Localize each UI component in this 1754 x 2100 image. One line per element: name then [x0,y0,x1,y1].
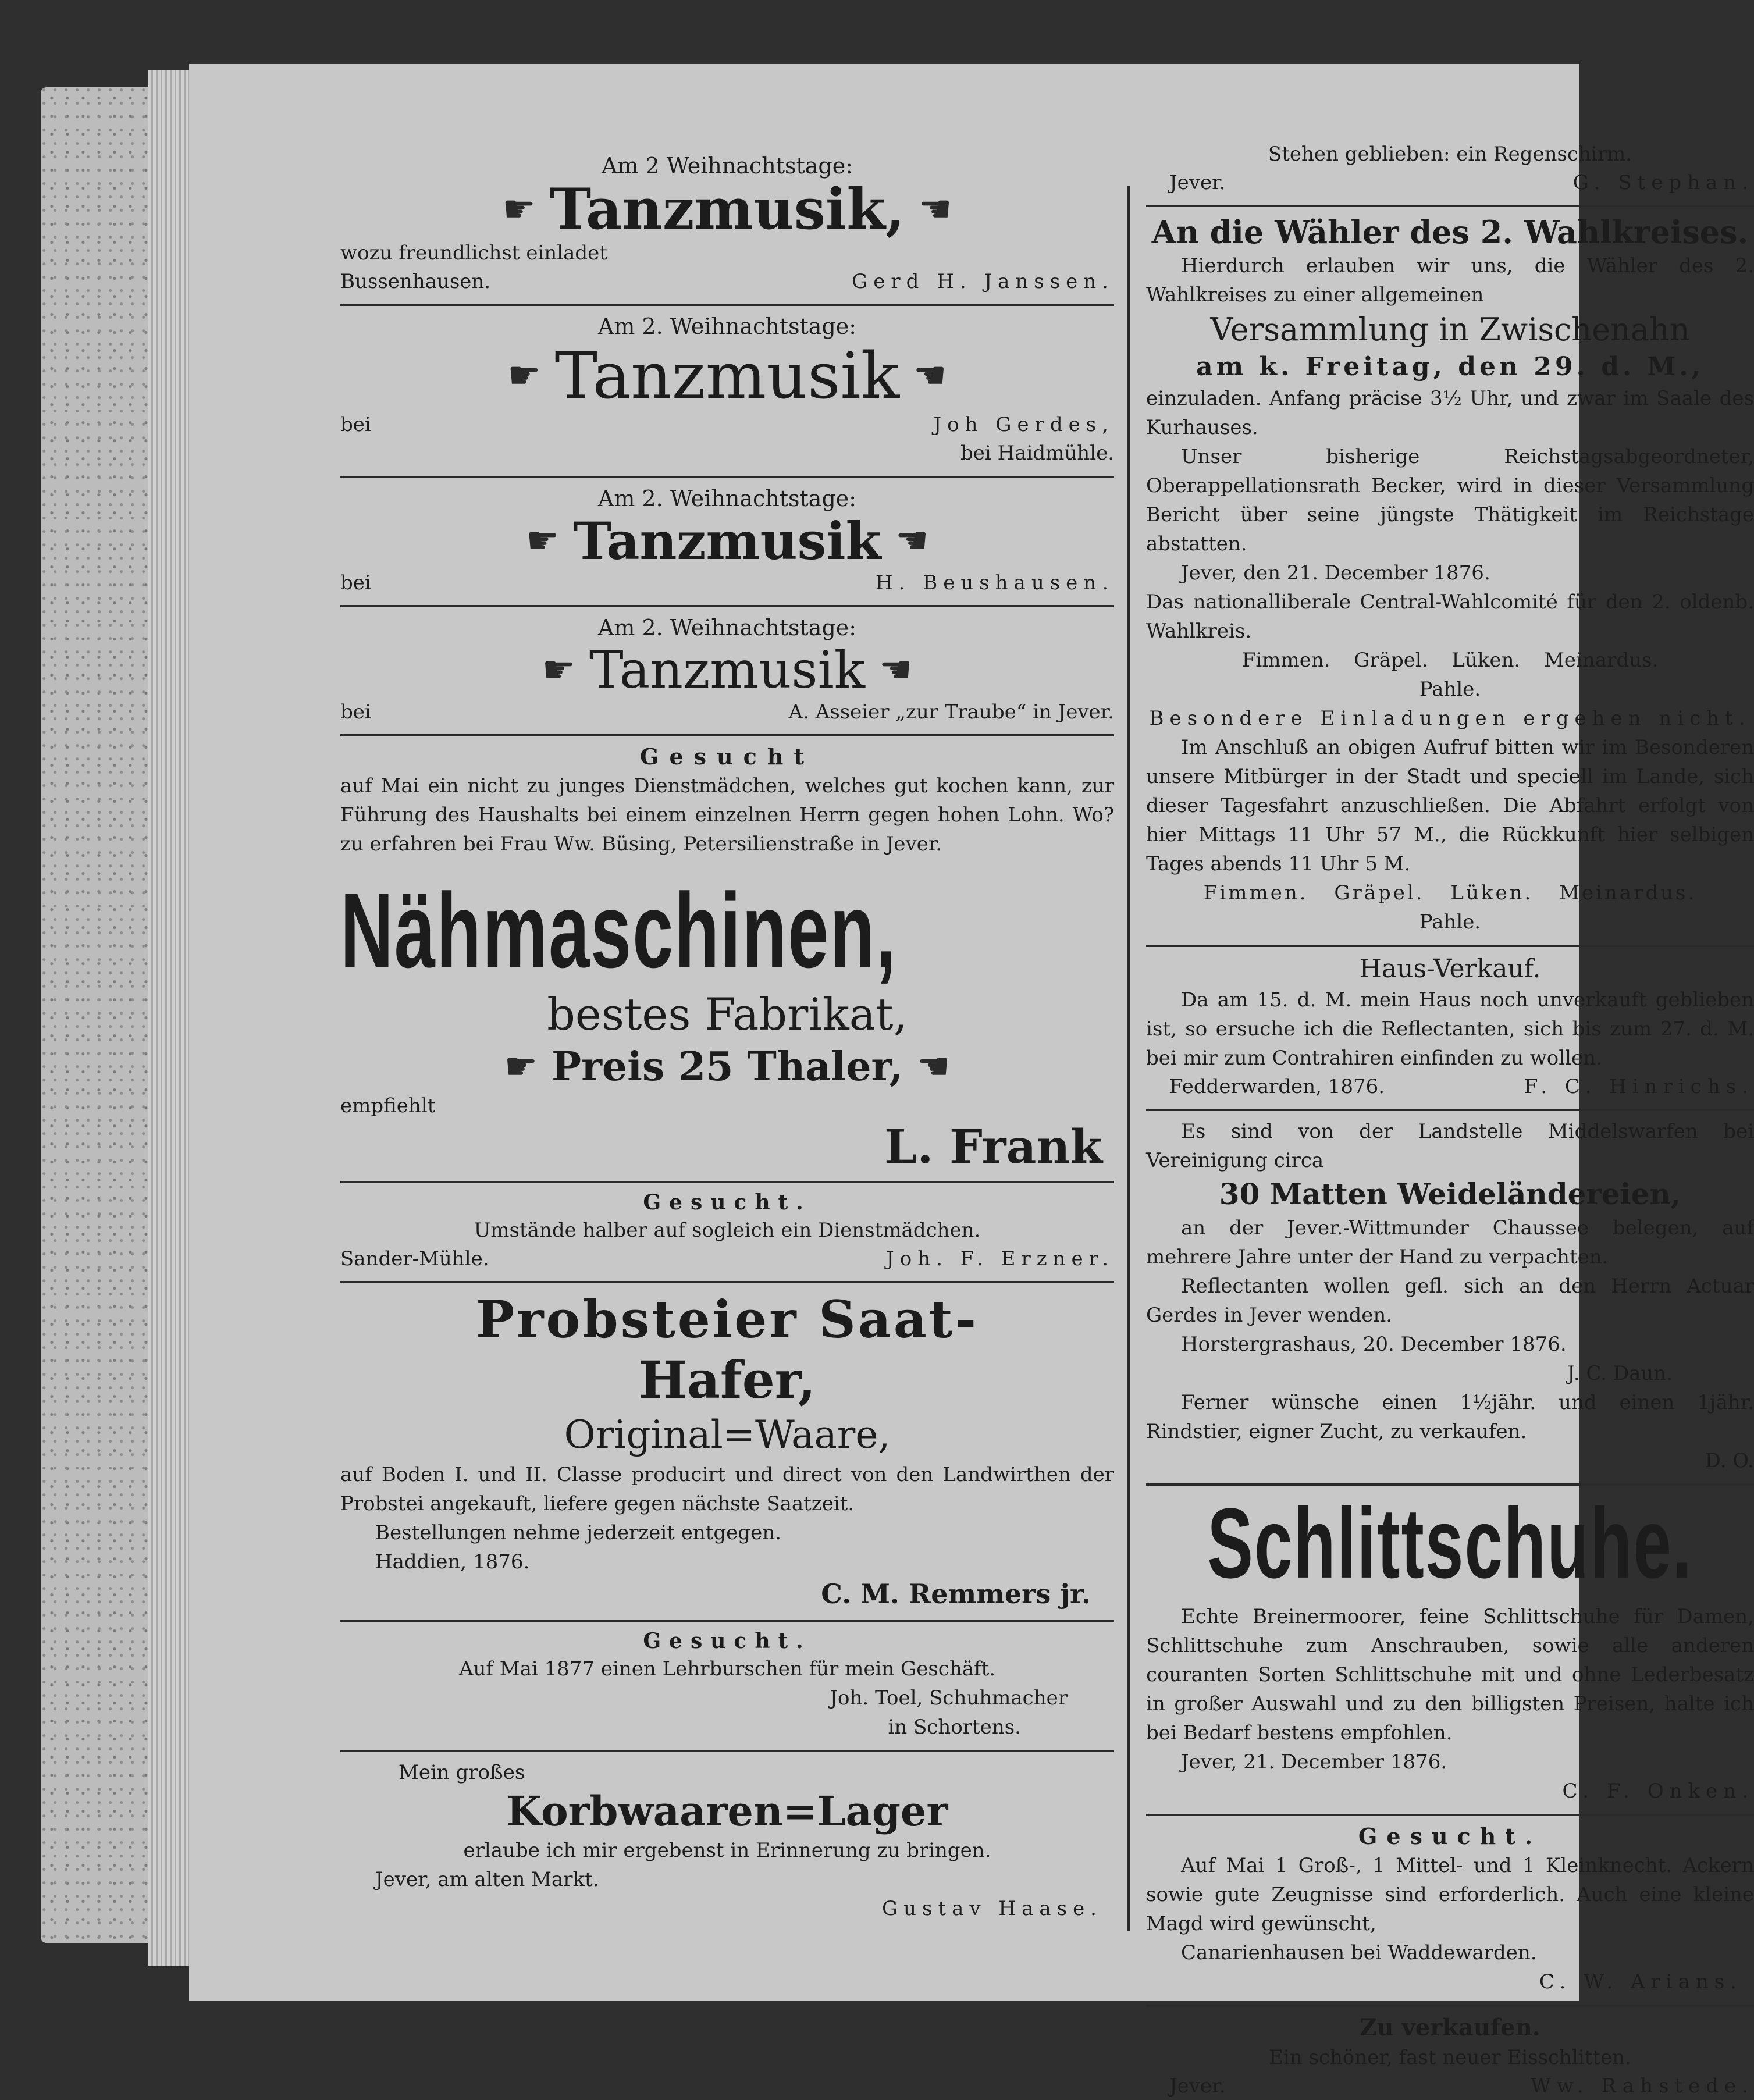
ad-text: auf Boden I. und II. Classe producirt und direct von den Landwirthen der Probstei angekauft, liefere gegen nächste Saatzeit. [340,1463,1114,1515]
ad-separator [1146,945,1754,947]
ad-sign: D. O. [1705,1449,1754,1472]
ad-signature: Joh. F. Erzner. [886,1247,1114,1270]
ad-heading: Versammlung in Zwischenahn [1210,311,1690,348]
ad-text: wozu freundlichst einladet [340,241,607,265]
ad-title: Nähmaschinen, [340,871,898,990]
ad-place: Jever. [1169,2074,1226,2098]
ad-tanzmusik-gerdes [340,312,1114,468]
pointing-hand-icon: ☛ [526,519,560,563]
ad-place: Bussenhausen. [340,270,491,293]
ad-title: Tanzmusik [573,511,881,571]
ad-title: Haus-Verkauf. [1359,954,1541,984]
ad-note: Besondere Einladungen ergehen nicht. [1149,707,1751,730]
ad-heading: Gesucht. [1358,1823,1542,1849]
ad-text-2: an der Jever.-Wittmunder Chaussee belegen, auf mehrere Jahre unter der Hand zu verpachten. [1146,1216,1754,1269]
ad-gesucht-knechte [1146,1822,1754,1996]
ad-text: erlaube ich mir ergebenst in Erinnerung zu bringen. [463,1839,991,1862]
ad-gesucht-sander-muehle [340,1189,1114,1273]
ad-signature: Joh. Toel, Schuhmacher [830,1686,1068,1710]
ad-signature: Gerd H. Janssen. [852,270,1114,293]
ad-tanzmusik-janssen [340,151,1114,296]
ad-separator [1146,1109,1754,1111]
ad-heading: Zu verkaufen. [1360,2014,1540,2041]
ad-place: Jever, 21. December 1876. [1181,1750,1447,1774]
ad-separator [340,605,1114,607]
newspaper-page [189,64,1754,2098]
ad-signature: G. Stephan. [1572,171,1754,194]
ad-subtitle: bestes Fabrikat, [547,988,908,1040]
pointing-hand-icon: ☛ [507,354,541,397]
ad-title: Korbwaaren=Lager [506,1787,948,1835]
ad-separator [340,1281,1114,1283]
ad-signature: Joh Gerdes, [933,413,1114,436]
ad-title: Tanzmusik, [549,176,905,242]
ad-separator [340,1750,1114,1752]
ad-names: Fimmen. Gräpel. Lüken. Meinardus. [1241,649,1659,672]
ad-signature: A. Asseier „zur Traube“ in Jever. [788,700,1114,724]
ad-tanzmusik-beushausen [340,484,1114,597]
ad-signature: L. Frank [884,1119,1102,1174]
ad-place: Fedderwarden, 1876. [1169,1075,1385,1098]
ad-separator [340,1181,1114,1183]
ad-title: Schlittschuhe. [1207,1488,1693,1600]
ad-signature: J. C. Daun. [1567,1362,1673,1385]
ad-signature: C. F. Onken. [1562,1779,1754,1803]
ad-date: Am 2. Weihnachtstage: [597,486,857,511]
left-column [340,151,1114,1923]
right-column [1146,140,1754,2100]
ad-separator [340,1620,1114,1622]
ad-signature: H. Beushausen. [875,571,1114,595]
ad-heading: Gesucht. [643,1629,812,1653]
ad-title-line3: Original=Waare, [564,1412,891,1457]
ad-bei: bei [340,571,371,595]
ad-separator [1146,205,1754,207]
ad-place: bei Haidmühle. [960,442,1114,465]
ad-bei: bei [340,700,371,724]
ad-place: Jever, am alten Markt. [375,1868,599,1891]
ad-schlittschuhe [1146,1488,1754,1806]
ad-signature: Gustav Haase. [881,1897,1102,1920]
pointing-hand-icon: ☛ [502,188,536,231]
ad-text: Echte Breinermoorer, feine Schlittschuhe für Damen, Schlittschuhe zum Anschrauben, sowie alle anderen couranten Sorten Schlittschuhe mit und ohne Lederbesatz in großer Auswahl und zu den billigsten Preisen, halte ich bei Bedarf bestens empfohlen. [1146,1605,1754,1745]
ad-text-3: Unser bisherige Reichstagsabgeordneter, Oberappellationsrath Becker, wird in dieser Versammlung Bericht über seine jüngste Thätigkeit im Reichstage abstatten. [1146,445,1754,556]
ad-weidelaendereien [1146,1117,1754,1475]
pointing-hand-icon: ☛ [542,649,575,692]
ad-place: Sander-Mühle. [340,1247,489,1270]
book-spine [41,87,157,1943]
ad-place: Canarienhausen bei Waddewarden. [1181,1941,1537,1964]
pointing-hand-icon: ☛ [917,1045,951,1088]
ad-gesucht-dienstmaedchen [340,742,1114,859]
ad-date: Am 2 Weihnachtstage: [601,153,853,179]
ad-waehler-2-wahlkreis [1146,213,1754,937]
ad-text-4: Ferner wünsche einen 1½jähr. und einen 1jähr. Rindstier, eigner Zucht, zu verkaufen. [1146,1391,1754,1443]
ad-separator [1146,1483,1754,1486]
ad-heading: 30 Matten Weideländereien, [1219,1177,1681,1211]
ad-signature: C. M. Remmers jr. [821,1578,1091,1610]
ad-zu-verkaufen [1146,2013,1754,2100]
ad-separator [340,476,1114,478]
ad-place: Haddien, 1876. [375,1550,530,1574]
ad-text-3: Reflectanten wollen gefl. sich an den Herrn Actuar Gerdes in Jever wenden. [1146,1275,1754,1327]
ad-signature: C. W. Arians. [1539,1970,1742,1994]
ad-text: Hierdurch erlauben wir uns, die Wähler des 2. Wahlkreises zu einer allgemeinen [1146,254,1754,307]
ad-place: Jever. [1169,171,1226,194]
ad-separator [340,304,1114,306]
ad-text-2: Bestellungen nehme jederzeit entgegen. [375,1521,781,1544]
ad-text: Ein schöner, fast neuer Eisschlitten. [1269,2046,1631,2069]
ad-text: Umstände halber auf sogleich ein Dienstmädchen. [474,1219,981,1242]
ad-separator [1146,2005,1754,2007]
ad-text: Auf Mai 1877 einen Lehrburschen für mein Geschäft. [458,1657,996,1681]
ad-names-2: Fimmen. Gräpel. Lüken. Meinardus. [1203,881,1697,905]
pointing-hand-icon: ☛ [913,354,947,397]
ad-title: Tanzmusik [554,339,900,413]
ad-gesucht-lehrburschen [340,1628,1114,1742]
ad-place: Horstergrashaus, 20. December 1876. [1181,1333,1567,1356]
ad-korbwaaren-lager [340,1758,1114,1923]
pointing-hand-icon: ☛ [504,1045,538,1088]
ad-probsteier-saathafer [340,1289,1114,1611]
ad-text-4: Im Anschluß an obigen Aufruf bitten wir im Besonderen unsere Mitbürger in der Stadt und speciell im Lande, sich dieser Tagesfahrt anzuschließen. Die Abfahrt erfolgt von hier Mittags 11 Uhr 57 M., die Rückkunft hier selbigen Tages abends 11 Uhr 5 M. [1146,736,1754,875]
ad-bei: bei [340,413,371,436]
ad-naehmaschinen [340,871,1114,1174]
ad-text: Da am 15. d. M. mein Haus noch unverkauft geblieben ist, so ersuche ich die Reflectanten, sich bis zum 27. d. M. bei mir zum Contrahiren einfinden zu wollen. [1146,988,1754,1070]
ad-place: Jever, den 21. December 1876. [1181,561,1490,585]
ad-text: Stehen geblieben: ein Regenschirm. [1268,143,1632,166]
ad-title: An die Wähler des 2. Wahlkreises. [1151,213,1749,251]
ad-title: Tanzmusik [589,640,866,700]
ad-text: Es sind von der Landstelle Middelswarfen bei Vereinigung circa [1146,1120,1754,1172]
ad-price: Preis 25 Thaler, [551,1044,903,1090]
ad-date: Am 2. Weihnachtstage: [597,314,857,339]
ad-text: Auf Mai 1 Groß-, 1 Mittel- und 1 Kleinknecht. Ackern sowie gute Zeugnisse sind erforderlich. Auch eine kleine Magd wird gewünscht, [1146,1854,1754,1935]
ad-regenschirm [1146,140,1754,197]
ad-signature: F. C. Hinrichs. [1524,1075,1754,1098]
ad-title-line2: Hafer, [638,1350,816,1410]
ad-text-2: einzuladen. Anfang präcise 3½ Uhr, und zwar im Saale des Kurhauses. [1146,387,1754,439]
ad-text: auf Mai ein nicht zu junges Dienstmädchen, welches gut kochen kann, zur Führung des Haushalts bei einem einzelnen Herrn gegen hohen Lohn. Wo? zu erfahren bei Frau Ww. Büsing, Petersilienstraße in Jever. [340,774,1114,856]
pointing-hand-icon: ☛ [919,188,952,231]
ad-intro: Mein großes [399,1761,525,1784]
ad-heading: Gesucht [640,743,814,770]
ad-name-2: Pahle. [1419,910,1481,934]
ad-separator [1146,1814,1754,1816]
pointing-hand-icon: ☛ [879,649,913,692]
ad-recommend: empfiehlt [340,1094,436,1117]
ad-tanzmusik-asseier [340,613,1114,726]
ad-name: Pahle. [1419,678,1481,701]
ad-signature: Ww. Rahstede. [1530,2074,1754,2098]
ad-title-line1: Probsteier Saat- [475,1289,979,1350]
pointing-hand-icon: ☛ [895,519,928,563]
ad-haus-verkauf [1146,953,1754,1101]
column-divider [1127,186,1130,1931]
ad-date: am k. Freitag, den 29. d. M., [1196,352,1704,382]
ad-committee: Das nationalliberale Central-Wahlcomité für den 2. oldenb. Wahlkreis. [1146,590,1754,643]
ad-heading: Gesucht. [643,1190,812,1215]
ad-date: Am 2. Weihnachtstage: [597,615,857,640]
ad-place: in Schortens. [888,1715,1021,1739]
ad-separator [340,734,1114,736]
